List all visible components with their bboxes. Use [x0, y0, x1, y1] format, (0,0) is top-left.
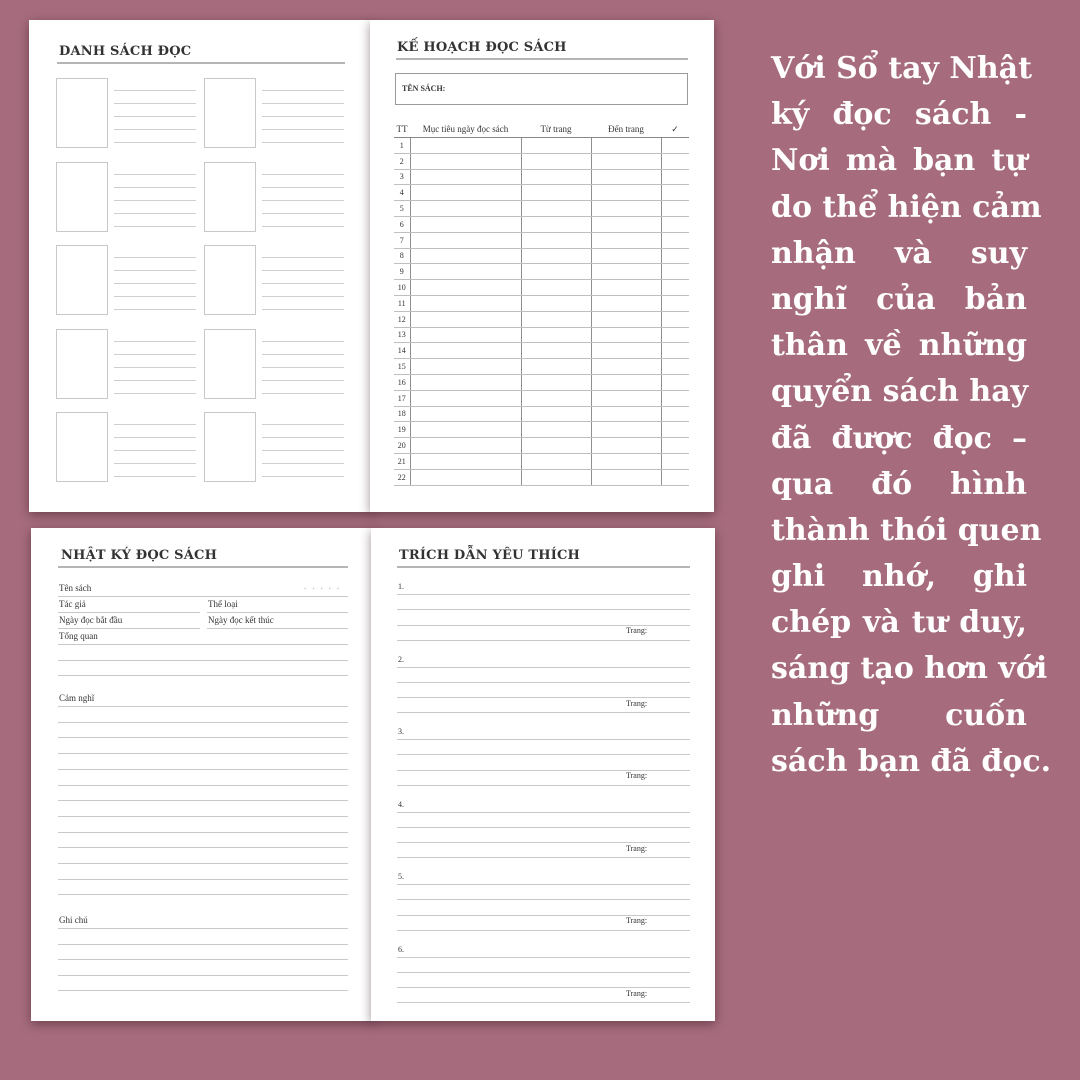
table-row: [394, 390, 689, 406]
goal-date-cell[interactable]: [410, 438, 521, 454]
row-index: 9: [394, 264, 410, 280]
check-cell[interactable]: [661, 232, 689, 248]
table-row: [394, 201, 689, 217]
end-date-line: [207, 628, 348, 629]
page-title: NHẬT KÝ ĐỌC SÁCH: [61, 548, 218, 563]
to-page-cell[interactable]: [591, 453, 661, 469]
to-page-cell[interactable]: [591, 469, 661, 485]
goal-date-cell[interactable]: [410, 343, 521, 359]
from-page-cell[interactable]: [521, 264, 591, 280]
book-entry-line: [262, 129, 344, 130]
goal-date-cell[interactable]: [410, 153, 521, 169]
row-index: 10: [394, 280, 410, 296]
book-entry-line: [114, 437, 196, 438]
book-entry-line: [114, 476, 196, 477]
book-entry-line: [262, 296, 344, 297]
goal-date-cell[interactable]: [410, 295, 521, 311]
book-entry-line: [262, 380, 344, 381]
quote-line[interactable]: [397, 682, 690, 683]
description-line: thành thói quen: [771, 512, 1042, 548]
col-from-page: Từ trang: [521, 121, 591, 138]
to-page-cell[interactable]: [591, 232, 661, 248]
writing-line[interactable]: [58, 990, 348, 991]
check-cell[interactable]: [661, 327, 689, 343]
from-page-cell[interactable]: [521, 248, 591, 264]
genre-line: [207, 612, 348, 613]
book-entry-line: [114, 187, 196, 188]
from-page-cell[interactable]: [521, 280, 591, 296]
writing-line[interactable]: [58, 975, 348, 976]
from-page-cell[interactable]: [521, 359, 591, 375]
table-row: [394, 185, 689, 201]
author-label: Tác giả: [59, 599, 86, 609]
check-cell[interactable]: [661, 201, 689, 217]
check-cell[interactable]: [661, 406, 689, 422]
book-entry-line: [262, 354, 344, 355]
row-index: 3: [394, 169, 410, 185]
description-line: chép và tư duy,: [771, 605, 1027, 641]
favorite-quotes-page: [371, 528, 715, 1021]
plan-table-header: [394, 121, 689, 138]
check-cell[interactable]: [661, 295, 689, 311]
book-entry-line: [262, 367, 344, 368]
table-row: [394, 359, 689, 375]
to-page-cell[interactable]: [591, 216, 661, 232]
quote-page-label: Trang:: [626, 771, 648, 780]
reading-list-page: [29, 20, 373, 512]
quote-line[interactable]: [397, 739, 690, 740]
goal-date-cell[interactable]: [410, 359, 521, 375]
goal-date-cell[interactable]: [410, 469, 521, 485]
writing-line[interactable]: [58, 894, 348, 895]
goal-date-cell[interactable]: [410, 453, 521, 469]
row-index: 17: [394, 390, 410, 406]
description-line: Với Sổ tay Nhật: [771, 51, 1032, 86]
col-check: ✓: [661, 121, 689, 138]
goal-date-cell[interactable]: [410, 232, 521, 248]
row-index: 14: [394, 343, 410, 359]
book-cover-slot[interactable]: [204, 162, 256, 232]
check-cell[interactable]: [661, 453, 689, 469]
book-entry-line: [262, 283, 344, 284]
table-row: [394, 216, 689, 232]
book-entry-line: [262, 393, 344, 394]
to-page-cell[interactable]: [591, 327, 661, 343]
row-index: 15: [394, 359, 410, 375]
end-date-label: Ngày đọc kết thúc: [208, 615, 274, 625]
book-entry-line: [262, 270, 344, 271]
quote-line[interactable]: [397, 812, 690, 813]
table-row: [394, 374, 689, 390]
book-cover-slot[interactable]: [56, 329, 108, 399]
book-entry-line: [114, 367, 196, 368]
check-cell[interactable]: [661, 422, 689, 438]
quote-number: 4.: [398, 799, 404, 809]
table-row: [394, 280, 689, 296]
check-cell[interactable]: [661, 390, 689, 406]
book-entry-line: [262, 437, 344, 438]
quote-line[interactable]: [397, 594, 690, 595]
check-cell[interactable]: [661, 138, 689, 154]
book-entry-line: [114, 283, 196, 284]
writing-line[interactable]: [58, 722, 348, 723]
writing-line[interactable]: [58, 769, 348, 770]
writing-line[interactable]: [58, 800, 348, 801]
from-page-cell[interactable]: [521, 201, 591, 217]
description-line: sách bạn đã đọc.: [771, 743, 1052, 779]
book-entry-line: [114, 142, 196, 143]
check-cell[interactable]: [661, 343, 689, 359]
table-row: [394, 469, 689, 485]
book-entry-line: [114, 174, 196, 175]
book-entry-line: [114, 309, 196, 310]
page-title: KẾ HOẠCH ĐỌC SÁCH: [397, 40, 567, 55]
book-entry-line: [262, 187, 344, 188]
book-entry-line: [262, 174, 344, 175]
table-row: [394, 295, 689, 311]
table-row: [394, 138, 689, 154]
quote-number: 2.: [398, 654, 404, 664]
book-entry-line: [262, 450, 344, 451]
quote-line[interactable]: [397, 754, 690, 755]
row-index: 1: [394, 138, 410, 154]
book-entry-line: [114, 226, 196, 227]
writing-line[interactable]: [58, 847, 348, 848]
title-underline: [58, 566, 348, 568]
description-line: những cuốn: [771, 697, 1027, 733]
writing-line[interactable]: [58, 879, 348, 880]
row-index: 11: [394, 295, 410, 311]
book-name-label: Tên sách: [59, 583, 92, 593]
table-row: [394, 422, 689, 438]
goal-date-cell[interactable]: [410, 138, 521, 154]
description-line: ký đọc sách -: [771, 97, 1027, 133]
from-page-cell[interactable]: [521, 438, 591, 454]
genre-label: Thể loại: [208, 599, 238, 609]
to-page-cell[interactable]: [591, 406, 661, 422]
book-entry-line: [262, 341, 344, 342]
book-entry-line: [114, 129, 196, 130]
writing-line[interactable]: [58, 753, 348, 754]
book-entry-line: [262, 200, 344, 201]
goal-date-cell[interactable]: [410, 406, 521, 422]
row-index: 8: [394, 248, 410, 264]
book-entry-line: [114, 463, 196, 464]
from-page-cell[interactable]: [521, 169, 591, 185]
book-entry-line: [114, 270, 196, 271]
book-name-box[interactable]: [395, 73, 688, 105]
table-row: [394, 232, 689, 248]
check-cell[interactable]: [661, 311, 689, 327]
book-entry-line: [114, 380, 196, 381]
book-cover-slot[interactable]: [204, 412, 256, 482]
description-line: nhận và suy: [771, 235, 1027, 271]
notes-label: Ghi chú: [59, 915, 88, 925]
to-page-cell[interactable]: [591, 153, 661, 169]
description-line: quyển sách hay: [771, 374, 1029, 410]
check-cell[interactable]: [661, 169, 689, 185]
description-line: qua đó hình: [771, 466, 1027, 502]
check-cell[interactable]: [661, 359, 689, 375]
from-page-cell[interactable]: [521, 327, 591, 343]
quote-line[interactable]: [397, 667, 690, 668]
reading-journal-page: [31, 528, 375, 1021]
goal-date-cell[interactable]: [410, 374, 521, 390]
book-entry-line: [262, 103, 344, 104]
writing-line[interactable]: [58, 644, 348, 645]
to-page-cell[interactable]: [591, 422, 661, 438]
goal-date-cell[interactable]: [410, 390, 521, 406]
to-page-cell[interactable]: [591, 280, 661, 296]
row-index: 2: [394, 153, 410, 169]
book-entry-line: [114, 90, 196, 91]
col-goal-date: Mục tiêu ngày đọc sách: [410, 121, 521, 138]
to-page-cell[interactable]: [591, 390, 661, 406]
to-page-cell[interactable]: [591, 343, 661, 359]
quote-page-label: Trang:: [626, 698, 648, 708]
quote-line[interactable]: [397, 1002, 690, 1003]
book-entry-line: [262, 463, 344, 464]
quote-number: 6.: [398, 944, 404, 954]
book-entry-line: [114, 103, 196, 104]
to-page-cell[interactable]: [591, 438, 661, 454]
check-cell[interactable]: [661, 374, 689, 390]
quote-line[interactable]: [397, 930, 690, 931]
table-row: [394, 153, 689, 169]
book-entry-line: [114, 341, 196, 342]
quote-page-label: Trang:: [626, 988, 648, 998]
book-entry-line: [114, 213, 196, 214]
description-line: Nơi mà bạn tự: [771, 143, 1027, 179]
book-entry-line: [114, 116, 196, 117]
description-line: thân về những: [771, 328, 1027, 364]
goal-date-cell[interactable]: [410, 201, 521, 217]
book-name-line: [58, 596, 348, 597]
goal-date-cell[interactable]: [410, 185, 521, 201]
from-page-cell[interactable]: [521, 216, 591, 232]
table-row: [394, 248, 689, 264]
from-page-cell[interactable]: [521, 185, 591, 201]
quote-line[interactable]: [397, 857, 690, 858]
from-page-cell[interactable]: [521, 138, 591, 154]
to-page-cell[interactable]: [591, 201, 661, 217]
row-index: 16: [394, 374, 410, 390]
book-entry-line: [114, 296, 196, 297]
rating-dots[interactable]: • • • • •: [304, 585, 342, 593]
row-index: 4: [394, 185, 410, 201]
goal-date-cell[interactable]: [410, 327, 521, 343]
from-page-cell[interactable]: [521, 343, 591, 359]
table-row: [394, 453, 689, 469]
table-row: [394, 327, 689, 343]
quote-line[interactable]: [397, 899, 690, 900]
description-text: [771, 46, 1052, 785]
to-page-cell[interactable]: [591, 311, 661, 327]
row-index: 20: [394, 438, 410, 454]
book-cover-slot[interactable]: [56, 162, 108, 232]
from-page-cell[interactable]: [521, 406, 591, 422]
book-cover-slot[interactable]: [56, 412, 108, 482]
from-page-cell[interactable]: [521, 469, 591, 485]
book-cover-slot[interactable]: [204, 78, 256, 148]
table-row: [394, 438, 689, 454]
row-index: 6: [394, 216, 410, 232]
from-page-cell[interactable]: [521, 311, 591, 327]
table-row: [394, 311, 689, 327]
book-entry-line: [114, 354, 196, 355]
title-underline: [57, 62, 345, 64]
to-page-cell[interactable]: [591, 264, 661, 280]
book-entry-line: [262, 90, 344, 91]
row-index: 5: [394, 201, 410, 217]
to-page-cell[interactable]: [591, 295, 661, 311]
table-row: [394, 169, 689, 185]
check-cell[interactable]: [661, 153, 689, 169]
quote-line[interactable]: [397, 972, 690, 973]
to-page-cell[interactable]: [591, 248, 661, 264]
writing-line[interactable]: [58, 928, 348, 929]
from-page-cell[interactable]: [521, 232, 591, 248]
check-cell[interactable]: [661, 280, 689, 296]
goal-date-cell[interactable]: [410, 422, 521, 438]
quote-page-label: Trang:: [626, 916, 648, 925]
book-cover-slot[interactable]: [56, 245, 108, 315]
title-underline: [397, 566, 690, 568]
writing-line[interactable]: [58, 944, 348, 945]
book-name-label: TÊN SÁCH:: [402, 84, 446, 93]
to-page-cell[interactable]: [591, 169, 661, 185]
row-index: 22: [394, 469, 410, 485]
book-entry-line: [262, 213, 344, 214]
overview-label: Tổng quan: [59, 631, 98, 641]
to-page-cell[interactable]: [591, 374, 661, 390]
check-cell[interactable]: [661, 469, 689, 485]
writing-line[interactable]: [58, 785, 348, 786]
row-index: 19: [394, 422, 410, 438]
goal-date-cell[interactable]: [410, 311, 521, 327]
book-cover-slot[interactable]: [56, 78, 108, 148]
quote-line[interactable]: [397, 884, 690, 885]
quote-page-label: Trang:: [626, 626, 648, 635]
row-index: 12: [394, 311, 410, 327]
book-entry-line: [262, 476, 344, 477]
book-entry-line: [114, 393, 196, 394]
writing-line[interactable]: [58, 832, 348, 833]
quote-line[interactable]: [397, 609, 690, 610]
from-page-cell[interactable]: [521, 390, 591, 406]
description-line: nghĩ của bản: [771, 281, 1027, 317]
goal-date-cell[interactable]: [410, 280, 521, 296]
table-row: [394, 264, 689, 280]
quote-number: 3.: [398, 727, 404, 736]
from-page-cell[interactable]: [521, 295, 591, 311]
quote-line[interactable]: [397, 785, 690, 786]
book-cover-slot[interactable]: [204, 245, 256, 315]
col-to-page: Đến trang: [591, 121, 661, 138]
check-cell[interactable]: [661, 216, 689, 232]
book-entry-line: [262, 142, 344, 143]
writing-line[interactable]: [58, 737, 348, 738]
to-page-cell[interactable]: [591, 185, 661, 201]
description-line: ghi nhớ, ghi: [771, 559, 1027, 595]
plan-table: [394, 121, 689, 486]
description-line: sáng tạo hơn với: [771, 651, 1048, 687]
check-cell[interactable]: [661, 248, 689, 264]
goal-date-cell[interactable]: [410, 169, 521, 185]
page-title: DANH SÁCH ĐỌC: [59, 44, 192, 59]
writing-line[interactable]: [58, 959, 348, 960]
goal-date-cell[interactable]: [410, 248, 521, 264]
row-index: 18: [394, 406, 410, 422]
book-entry-line: [114, 424, 196, 425]
page-title: TRÍCH DẪN YÊU THÍCH: [399, 548, 581, 563]
book-entry-line: [262, 257, 344, 258]
writing-line[interactable]: [58, 706, 348, 707]
table-row: [394, 406, 689, 422]
book-cover-slot[interactable]: [204, 329, 256, 399]
book-entry-line: [114, 450, 196, 451]
goal-date-cell[interactable]: [410, 264, 521, 280]
start-date-line: [58, 628, 200, 629]
check-cell[interactable]: [661, 264, 689, 280]
writing-line[interactable]: [58, 863, 348, 864]
writing-line[interactable]: [58, 675, 348, 676]
writing-line[interactable]: [58, 660, 348, 661]
quote-number: 1.: [398, 582, 404, 591]
start-date-label: Ngày đọc bắt đầu: [59, 615, 123, 625]
thoughts-label: Cảm nghĩ: [59, 693, 95, 703]
to-page-cell[interactable]: [591, 359, 661, 375]
row-index: 7: [394, 232, 410, 248]
book-entry-line: [262, 116, 344, 117]
quote-page-label: Trang:: [626, 843, 648, 853]
book-entry-line: [262, 226, 344, 227]
from-page-cell[interactable]: [521, 453, 591, 469]
book-entry-line: [114, 200, 196, 201]
quote-line[interactable]: [397, 640, 690, 641]
from-page-cell[interactable]: [521, 153, 591, 169]
author-line: [58, 612, 200, 613]
description-line: đã được đọc –: [771, 420, 1027, 456]
quote-number: 5.: [398, 872, 404, 881]
check-cell[interactable]: [661, 185, 689, 201]
row-index: 13: [394, 327, 410, 343]
quote-line[interactable]: [397, 957, 690, 958]
book-entry-line: [262, 309, 344, 310]
book-entry-line: [262, 424, 344, 425]
quote-line[interactable]: [397, 827, 690, 828]
book-entry-line: [114, 257, 196, 258]
goal-date-cell[interactable]: [410, 216, 521, 232]
from-page-cell[interactable]: [521, 374, 591, 390]
check-cell[interactable]: [661, 438, 689, 454]
quote-line[interactable]: [397, 712, 690, 713]
col-index: TT: [394, 121, 410, 138]
row-index: 21: [394, 453, 410, 469]
title-underline: [396, 58, 688, 60]
from-page-cell[interactable]: [521, 422, 591, 438]
reading-plan-page: [370, 20, 714, 512]
table-row: [394, 343, 689, 359]
writing-line[interactable]: [58, 816, 348, 817]
to-page-cell[interactable]: [591, 138, 661, 154]
description-line: do thể hiện cảm: [771, 189, 1042, 225]
